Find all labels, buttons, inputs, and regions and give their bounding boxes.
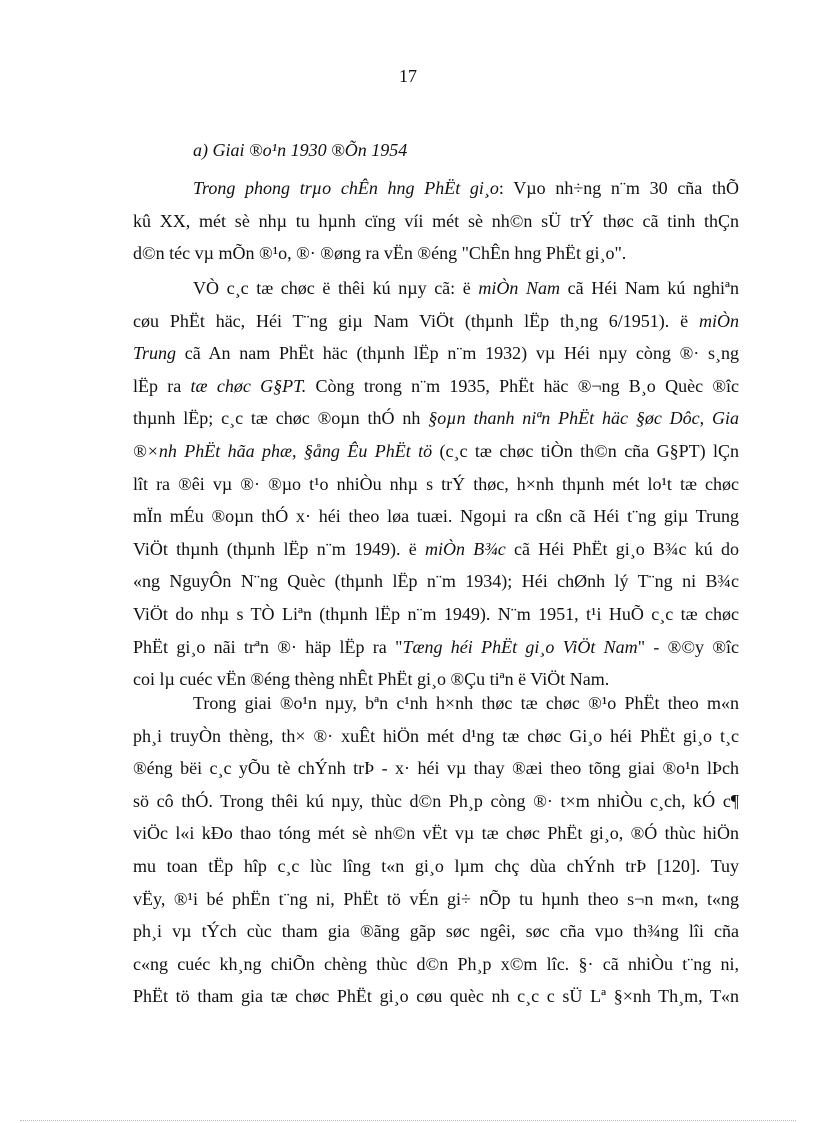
page-bottom-rule bbox=[20, 1120, 796, 1121]
text-line bbox=[133, 980, 739, 1013]
italic-text-run: miÒn bbox=[699, 310, 739, 331]
text-line bbox=[133, 205, 739, 238]
text-run: mu toan tËp hîp c¸c lùc lîng t«n gi¸o lµm chç dùa chÝnh trÞ [120]. Tuy bbox=[133, 855, 739, 876]
italic-text-run: Trong phong trµo chÊn hng PhËt gi¸o bbox=[193, 178, 499, 198]
text-line bbox=[133, 500, 739, 533]
text-line bbox=[133, 305, 739, 338]
text-run: vËy, ®¹i bé phËn t¨ng ni, PhËt tö vÉn gi÷ nÕp tu hµnh theo s¬n m«n, t«ng bbox=[133, 888, 739, 909]
text-line bbox=[133, 883, 739, 916]
text-run: Trong giai ®o¹n nµy, bªn c¹nh h×nh thøc tæ chøc ®¹o PhËt theo m«n bbox=[193, 693, 739, 713]
text-run: cã Héi Nam kú nghiªn bbox=[560, 278, 739, 298]
text-line bbox=[133, 687, 739, 720]
text-line bbox=[133, 785, 739, 818]
text-line bbox=[133, 817, 739, 850]
italic-text-run: §oµn thanh niªn PhËt häc §øc Dôc bbox=[428, 408, 700, 429]
text-line bbox=[133, 272, 739, 305]
text-run: ViÖt thµnh (thµnh lËp n¨m 1949). ë bbox=[133, 538, 425, 559]
text-run: " - ®©y ®îc bbox=[637, 636, 739, 657]
text-line bbox=[133, 850, 739, 883]
text-run: kû XX, mét sè nhµ tu hµnh cïng víi mét sè nh©n sÜ trÝ thøc cã tinh thÇn bbox=[133, 210, 739, 231]
text-run: , bbox=[699, 408, 713, 429]
text-run: PhËt gi¸o nãi trªn ®· häp lËp ra " bbox=[133, 636, 403, 657]
text-run: coi lµ cuéc vËn ®éng thèng nhÊt PhËt gi¸o ®Çu tiªn ë ViÖt Nam. bbox=[133, 669, 610, 690]
text-line bbox=[133, 631, 739, 664]
text-run: cã Héi PhËt gi¸o B¾c kú do bbox=[505, 538, 739, 559]
section-heading-text: a) Giai ®o¹n 1930 ®Õn 1954 bbox=[193, 140, 408, 160]
text-run: viÖc l«i kÐo thao tóng mét sè nh©n vËt vµ tæ chøc PhËt gi¸o, ®Ó thùc hiÖn bbox=[133, 823, 739, 844]
text-run: Còng trong n¨m 1935, PhËt häc ®¬ng B¸o Quèc ®îc bbox=[306, 375, 739, 396]
text-line bbox=[133, 172, 739, 205]
text-run: ViÖt do nhµ s TÒ Liªn (thµnh lËp n¨m 1949). N¨m 1951, t¹i HuÕ c¸c tæ chøc bbox=[133, 603, 739, 624]
text-run: cã An nam PhËt häc (thµnh lËp n¨m 1932) vµ Héi nµy còng ®· s¸ng bbox=[176, 343, 739, 364]
text-run: lît ra ®êi vµ ®· ®µo t¹o nhiÒu nhµ s trÝ thøc, h×nh thµnh mét lo¹t tæ chøc bbox=[133, 473, 739, 494]
text-run: : Vµo nh÷ng n¨m 30 cña thÕ bbox=[498, 178, 739, 198]
italic-text-run: Gia bbox=[712, 408, 739, 429]
text-line bbox=[133, 468, 739, 501]
italic-text-run: tæ chøc G§PT. bbox=[190, 375, 307, 396]
text-line bbox=[133, 565, 739, 598]
text-run: ph¸i vµ tÝch cùc tham gia ®ãng gãp søc ngêi, søc cña vµo th¾ng lîi cña bbox=[133, 921, 739, 942]
italic-text-run: ®×nh PhËt hãa phæ, §ång Êu PhËt tö bbox=[133, 440, 433, 461]
text-run: mÏn mÉu ®oµn thÓ x· héi theo løa tuæi. Ngoµi ra cßn cã Héi t¨ng giµ Trung bbox=[133, 506, 739, 527]
text-line bbox=[133, 915, 739, 948]
text-run: c«ng cuéc kh¸ng chiÕn chèng thùc d©n Ph¸p x©m lîc. §· cã nhiÒu t¨ng ni, bbox=[133, 953, 739, 974]
italic-text-run: Trung bbox=[133, 343, 177, 364]
text-run: PhËt tö tham gia tæ chøc PhËt gi¸o cøu quèc nh c¸c c sÜ Lª §×nh Th¸m, T«n bbox=[133, 986, 739, 1007]
paragraph-1 bbox=[133, 172, 739, 270]
text-line bbox=[133, 402, 739, 435]
text-run: ph¸i truyÒn thèng, th× ®· xuÊt hiÖn mét d¹ng tæ chøc Gi¸o héi PhËt gi¸o t¸c bbox=[133, 725, 739, 746]
page-number: 17 bbox=[399, 66, 417, 86]
text-line bbox=[133, 720, 739, 753]
text-run: «ng NguyÔn N¨ng Quèc (thµnh lËp n¨m 1934); Héi chØnh lý T¨ng ni B¾c bbox=[133, 571, 739, 592]
text-line bbox=[133, 948, 739, 981]
text-line bbox=[133, 435, 739, 468]
italic-text-run: Tæng héi PhËt gi¸o ViÖt Nam bbox=[402, 636, 638, 657]
text-run: sö cô thÓ. Trong thêi kú nµy, thùc d©n Ph¸p còng ®· t×m nhiÒu c¸ch, kÓ c¶ bbox=[133, 790, 739, 811]
text-line bbox=[133, 337, 739, 370]
text-line bbox=[133, 370, 739, 403]
text-run: ®éng bëi c¸c yÕu tè chÝnh trÞ - x· héi vµ thay ®æi theo tõng giai ®o¹n lÞch bbox=[133, 758, 739, 779]
text-line bbox=[133, 533, 739, 566]
text-run: (c¸c tæ chøc tiÒn th©n cña G§PT) lÇn bbox=[432, 440, 739, 461]
text-line bbox=[133, 237, 739, 270]
italic-text-run: miÒn Nam bbox=[478, 278, 561, 298]
paragraph-2 bbox=[133, 272, 739, 696]
text-run: lËp ra bbox=[133, 375, 191, 396]
text-line bbox=[133, 598, 739, 631]
text-run: cøu PhËt häc, Héi T¨ng giµ Nam ViÖt (thµnh lËp th¸ng 6/1951). ë bbox=[133, 310, 699, 331]
paragraph-3 bbox=[133, 687, 739, 1013]
italic-text-run: miÒn B¾c bbox=[424, 538, 506, 559]
text-line bbox=[133, 752, 739, 785]
section-heading bbox=[133, 134, 739, 167]
text-run: d©n téc vµ mÕn ®¹o, ®· ®øng ra vËn ®éng "ChÊn hng PhËt gi¸o". bbox=[133, 243, 627, 264]
text-run: thµnh lËp; c¸c tæ chøc ®oµn thÓ nh bbox=[133, 408, 429, 429]
text-run: VÒ c¸c tæ chøc ë thêi kú nµy cã: ë bbox=[193, 278, 479, 298]
